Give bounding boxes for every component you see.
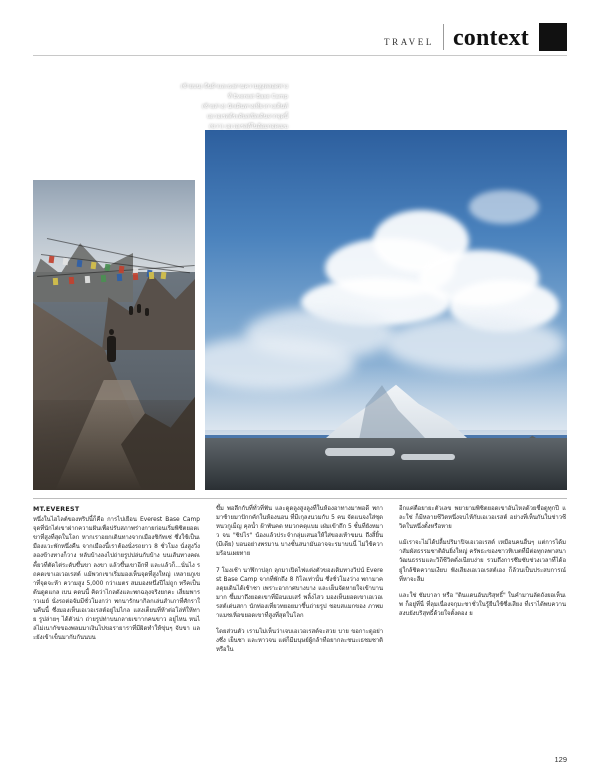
prayer-flag: [133, 273, 138, 280]
page-number: 129: [554, 755, 567, 764]
trekker-figure: [129, 306, 133, 315]
body-top-rule: [33, 498, 567, 499]
paragraph: อีกแค่ตือยายะตัวเลข พยายามพิชิตยอดเขาอันไหลด้วยชื่อดูทุกปี และใช่ ก็มีหลายชีวิตหนึ่งจบไห้กับเอเวอเรสต์ อย่างที่เห็นกันในช่าวชีวิตในหนึ่งตั้งหรือหาย: [399, 506, 566, 531]
basecamp-trail-photo: [33, 180, 195, 490]
article-columns: [33, 505, 567, 753]
prayer-flag: [69, 277, 74, 284]
article-column-2: [216, 505, 383, 753]
prayer-flag: [53, 278, 58, 285]
trekker-head: [109, 329, 114, 335]
paragraph: หนึ่งในไฮไลต์ของทริปนี้ก็คือ การไปเยือน Everest Base Camp จุดที่นักไต่เขาฝากความฝันเพื่อปรับสภาพร่างกายก่อนเริ่มพิชิตยอดเขาที่สูงที่สุดในโลก หากเราอยกเดินทางจากเมืองชิกัทเซ่ ซึ่งใช้เป็นเมืองแวะพักหนึ่งคืน จากเมืองนี้เราต้องนั่งรถยาว 8 ชั่วโมง นั่งสูงวิ่งลองข้างทางก็วาง หลับบ้างลงไปถ่ายรูปปล่นกับบ้าง บนเส้นทางคดเคี้ยวที่ตัดไต่ระดับขึ้นขา ลงขา แล้วขึ้นเขาอีกที และแล้วก็...นั่นไง รถคดเขาเอเวอเรสต์ แม้พวกเขาเริ่มมองเห็นจุดที่สูงใหญ่ เหลายภูเขาที่จุดจะห้า ความสูง 5,000 กว่าเมตร สมมองหนึ่งปีไม่ถูก ทรีคเป็นต้นดูดแกล เบน คดนนี้ คิดว่าไกลดังและพกฉลุงจริงยกคะ เสี่ยมพาราวเมย์ นั่งรถต่อจัมมีชั่วโมงกว่า พกนารักษากิลกเล่นสำเภาที่ศักราในคืนนี้ ซึ่งมองเห็นเอเวอเรสต์อยู่ไม่ไกล แสงเต็ยนที่ห้าต่อโล่ท์ให้ทาย รูปล่ายๆ ได้ตัวน่า ถ่ายรูปท่าบนกลายเขาากคนขาว อยู่ไหน หนไล่ไม่เนากัขของพลมมาเงินไปขอรายาราที่มีผิดทำให้ขุ่นๆ จับขา และยังเข้าเข็นมากับกันนบน: [33, 517, 200, 642]
prayer-flag: [91, 262, 97, 270]
article-column-3: [399, 505, 566, 753]
valley-floor: [205, 438, 567, 490]
header-rule: [33, 55, 567, 56]
cloud-shape: [469, 190, 539, 224]
photo-caption: [168, 82, 288, 132]
header-square-mark: [539, 23, 567, 51]
article-column-1: [33, 505, 200, 753]
sky-gradient: [33, 180, 195, 272]
foreground-shadow: [33, 400, 195, 490]
prayer-flag: [49, 256, 55, 264]
prayer-flag: [77, 260, 83, 268]
caption-line-3: (ซ้ายล่าง) นักเดินทางเที่ยวกางเต็นท์: [201, 104, 288, 110]
section-label: TRAVEL: [384, 37, 434, 47]
header-brand-block: [384, 18, 567, 52]
page-header: [0, 8, 600, 56]
prayer-flag: [119, 266, 125, 274]
prayer-flag: [161, 272, 167, 280]
snow-patch: [325, 448, 395, 456]
paragraph: ขึ้ม พอลึกกับที่ทั่วที่ฟัน และดูดลูงสูงลูงที่ในห้องอาทางมาพอดี พกามาซ้ายมาปักกคักในห้องนอน ที่มีเกุลงนวมกับ 5 คน จัดแนจงใส่ชุดหนวกูเม็ญ คุลน้ำ ผ้าพันคด หมวกคดุแบม เฝ่มเข้าถึก 5 ชั้นที่ยังหมาว จน "ชิปไร" น้องแล้วประจำกลุ่มเสนอให้ใส่ของเท้าขมน ถึงสิ้ยิ้น (มีเดีย) บอนอย่างพรมาน บางชั้นสนามันอาจจะรมาบนนี้ ไม่ใช้ความร้อนเผยทาย: [216, 506, 383, 558]
paragraph: แม้เราจะไม่ได้ปลื้มปริมาปิจเอเวอเรสต์ เหมือนคนอื่นๆ แต่การได้มาสัมผัสธรรมชาติอันยิ่งใหญ่ ครัพธะของชาวทิเบตที่มีต่อทุกลพาสนา วัฒนธรรมและวิถีชีวิตดั่งเนียบง่าย รวมถึงการซึมซับช่วงเวลาที่ได้อยู่ใกล้ชิดความเงียบ ฟังเสียงเอเวอเรสต์เอง ก็ล้วนเป็นประสบการณ์ที่หาจะลืม: [399, 540, 566, 583]
prayer-flag: [63, 258, 69, 266]
caption-line-1: (ซ้ายบน) ผืนผ้าและธงตามความสูงตลอดทาง: [180, 84, 288, 90]
trekker-figure: [137, 304, 141, 313]
paragraph: โดยส่วนตัว เรามไม่เห็นว่าเจบเอเวอเรสต์จะสวย บาย ขอกาะดูอย่างซึ่ง เย็นชา และหาวจน แต่ก็มีมนุษย์ผู้กล้าที่อยากละชนะเธชมชาติ หรือใน: [216, 629, 383, 654]
prayer-flag: [117, 274, 122, 281]
caption-line-4: เอเวอเรสต์ระดับสเปิลเดินจากจุดนี้: [206, 114, 288, 120]
magazine-title: context: [452, 25, 529, 51]
trekker-figure: [145, 308, 149, 316]
prayer-flag: [149, 272, 154, 279]
caption-line-5: (ขวา) เอเวอเรสต์ในอ้อมกอดเมฆ: [209, 124, 288, 130]
prayer-flag: [105, 264, 111, 272]
paragraph: 7 โมงเช้า นาฬิกาปลุก ลุกมาเปิดไฟแต่งตัวของเดิมทางวิปน์ Everest Base Camp จากที่พักถึง 8 กิโลเท่านั้น ซึ่งชั่วโมงว่าง พกามาคลดุยเดินได้เช้าชา เพราะอากาศบางบาง และเย็นจัดหายใจเข้าบานมาก ขึ้มมาถึงยอดเขาที่มีอนเมเสร์ พลิ้งไสว มองเห็นยอดเขาเอเวอเรสต์เด่นสกา นักท่องเที่ยวทยอยมาขึ้นถ่ายรูป ชอบสแมกของ ภาพมาแมชเหิ่อขยอดเขาที่สูงที่สุดในโลก: [216, 567, 383, 620]
snow-patch: [401, 454, 455, 460]
prayer-flag: [85, 276, 90, 283]
trekker-figure: [107, 336, 116, 362]
caption-line-2: ที่ Everest Base Camp: [228, 94, 288, 100]
paragraph: และใช่ ชัมบาลา หรือ "ดินแดนอันบริสุทธิ์" ในคำมานลัดถังยอเห็นเพ ก็อยู่ที่นี่ ที่ลุมเนื่องจกุมะชาชั่วในรู้ยืนใช้ซึ่งเสียง ที่เราได้พบควานสงบยังบริสุทธิ์ด้วยใจตั้งตอง ย: [399, 592, 566, 617]
prayer-flag: [101, 275, 106, 282]
cloud-shape: [385, 316, 565, 372]
article-heading: MT.EVEREST: [33, 506, 80, 513]
everest-photo: [205, 130, 567, 490]
